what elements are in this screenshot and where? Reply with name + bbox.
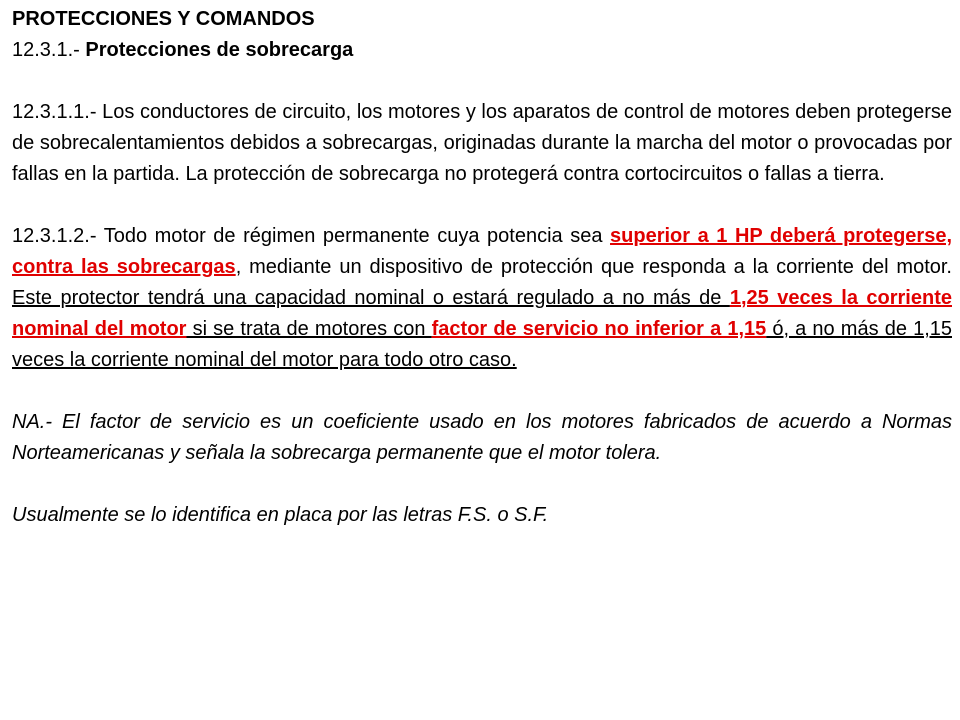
section-number: 12.3.1.-	[12, 39, 80, 61]
paragraph-overload-protection: 12.3.1.1.- Los conductores de circuito, los motores y los aparatos de control de motores deben protegerse de sobrecalentamientos debidos a sobrecargas, originadas durante la marcha del motor o provocadas por fallas en la partida. La protección de sobrecarga no protegerá contra cortocircuitos o fallas a tierra.	[12, 101, 952, 185]
underlined-other-case-text: ó, a no más de 1,15 veces la corriente nominal del motor para todo otro caso.	[12, 318, 952, 371]
page-title: PROTECCIONES Y COMANDOS	[12, 8, 315, 30]
highlight-superior-1hp: superior a 1 HP deberá protegerse, contra las sobrecargas	[12, 225, 953, 278]
section-name: Protecciones de sobrecarga	[85, 39, 354, 61]
document-body	[12, 4, 952, 531]
paragraph2-middle: , mediante un dispositivo de protección que responda a la corriente del motor.	[235, 256, 952, 278]
highlight-125-nominal-current: 1,25 veces la corriente nominal del motor	[12, 287, 952, 340]
underlined-capacity-text: Este protector tendrá una capacidad nominal o estará regulado a no más de	[12, 287, 730, 309]
spacer	[12, 376, 952, 407]
note-plate-identification: Usualmente se lo identifica en placa por las letras F.S. o S.F.	[12, 504, 549, 526]
underlined-motor-text: si se trata de motores con	[186, 318, 432, 340]
highlight-service-factor: factor de servicio no inferior a 1,15	[431, 318, 767, 340]
spacer	[12, 190, 952, 221]
note-service-factor: NA.- El factor de servicio es un coeficiente usado en los motores fabricados de acuerdo a Normas Norteamericanas y señala la sobrecarga permanente que el motor tolera.	[12, 411, 952, 464]
spacer	[12, 469, 952, 500]
paragraph2-intro: 12.3.1.2.- Todo motor de régimen permanente cuya potencia sea	[12, 225, 611, 247]
paragraph-motor-protection	[12, 221, 952, 376]
section-heading	[12, 35, 952, 66]
spacer	[12, 66, 952, 97]
